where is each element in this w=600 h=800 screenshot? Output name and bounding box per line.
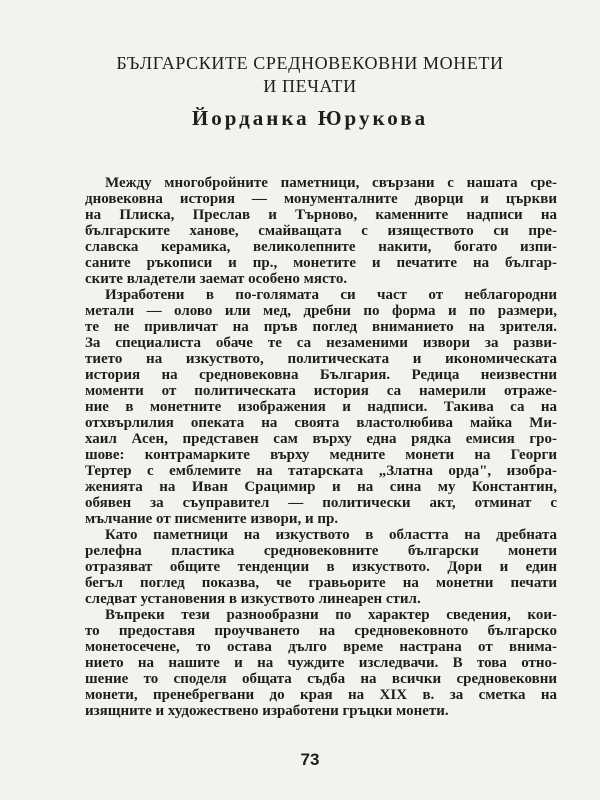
- text-line: отхвърлилия опеката на своята властолюбива майка Ми-: [85, 415, 557, 431]
- paragraph: [85, 287, 557, 527]
- text-line: дновековна история — монументалните дворци и църкви: [85, 191, 557, 207]
- text-line: тието на изкуството, политическата и икономическата: [85, 351, 557, 367]
- text-line: Тертер с емблемите на татарската „Златна орда", изобра-: [85, 463, 557, 479]
- title-line-2: И ПЕЧАТИ: [263, 76, 357, 96]
- text-line: метали — олово или мед, дребни по форма и по размери,: [85, 303, 557, 319]
- text-line: нието на нашите и на чуждите изследвачи. В това отно-: [85, 655, 557, 671]
- text-line: монетосечене, то остава дълго време настрана от внима-: [85, 639, 557, 655]
- text-line: саните ръкописи и пр., монетите и печатите на българ-: [85, 255, 557, 271]
- article-title: [0, 52, 600, 98]
- text-line: бегъл поглед показва, че гравьорите на монетни печати: [85, 575, 557, 591]
- text-line: отразяват общите тенденции в изкуството. Дори и един: [85, 559, 557, 575]
- page-number: 73: [300, 750, 320, 769]
- text-line: релефна пластика средновековните български монети: [85, 543, 557, 559]
- author-name: Йорданка Юрукова: [191, 106, 429, 130]
- text-line: Като паметници на изкуството в областта на дребната: [105, 527, 557, 543]
- text-line: Между многобройните паметници, свързани с нашата сре-: [105, 175, 557, 191]
- paragraph: [85, 607, 557, 719]
- text-line: следват установения в изкуството линеарен стил.: [85, 591, 421, 607]
- title-line-1: БЪЛГАРСКИТЕ СРЕДНОВЕКОВНИ МОНЕТИ: [116, 53, 504, 73]
- paragraph: [85, 175, 557, 287]
- text-line: на Плиска, Преслав и Търново, каменните надписи на: [85, 207, 557, 223]
- text-line: история на средновековна България. Редица неизвестни: [85, 367, 557, 383]
- text-line: обявен за съуправител — политически акт, отминат с: [85, 495, 557, 511]
- text-line: шение то споделя общата съдба на всички средновековни: [85, 671, 557, 687]
- text-line: изящните и художествено изработени гръцки монети.: [85, 703, 449, 719]
- text-line: За специалиста обаче те са незаменими извори за разви-: [85, 335, 557, 351]
- text-line: мълчание от писмените извори, и пр.: [85, 511, 339, 527]
- text-line: женията на Иван Срацимир и на сина му Константин,: [85, 479, 557, 495]
- text-line: моменти от политическата история са намерили отраже-: [85, 383, 557, 399]
- text-line: те не привличат на пръв поглед вниманието на зрителя.: [85, 319, 557, 335]
- text-line: шове: контрамарките върху медните монети на Георги: [85, 447, 557, 463]
- article-body: [85, 175, 557, 719]
- text-line: монети, пренебрегвани до края на XIX в. за сметка на: [85, 687, 557, 703]
- text-line: ските владетели заемат особено място.: [85, 271, 348, 287]
- text-line: славска керамика, великолепните накити, богато изпи-: [85, 239, 557, 255]
- text-line: Въпреки тези разнообразни по характер сведения, кои-: [105, 607, 557, 623]
- text-line: хаил Асен, представен сам върху една рядка емисия гро-: [85, 431, 557, 447]
- text-line: Изработени в по-голямата си част от неблагородни: [105, 287, 557, 303]
- text-line: ние в монетните изображения и надписи. Такива са на: [85, 399, 557, 415]
- paragraph: [85, 527, 557, 607]
- text-line: то предоставя проучването на средновековното българско: [85, 623, 557, 639]
- text-line: българските ханове, смайващата с изяществото си пре-: [85, 223, 557, 239]
